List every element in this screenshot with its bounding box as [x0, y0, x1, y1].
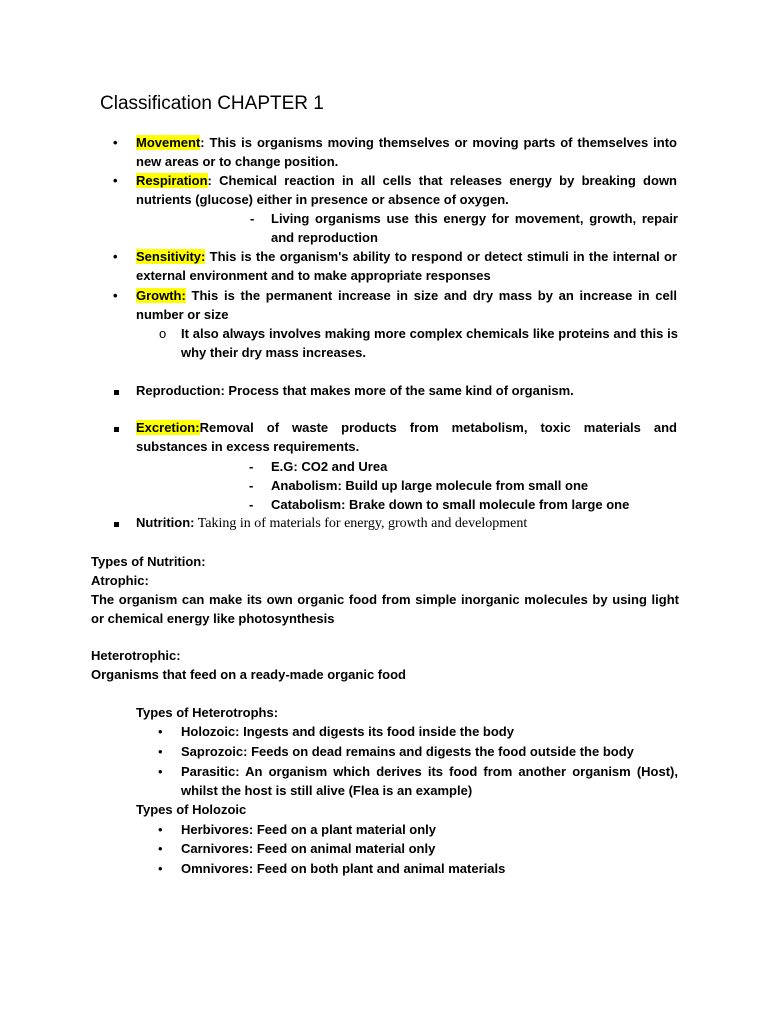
bullet-icon: •: [113, 135, 118, 150]
growth-sub: It also always involves making more complex chemicals like proteins and this is why their dry mass increases.: [181, 326, 678, 360]
types-of-nutrition-heading: Types of Nutrition:: [91, 554, 206, 569]
reproduction-item: Reproduction: Process that makes more of the same kind of organism.: [136, 383, 574, 398]
dash-icon: -: [250, 211, 255, 226]
dash-icon: -: [249, 478, 254, 493]
bullet-icon: •: [158, 724, 163, 739]
nutrition-text: Taking in of materials for energy, growth and development: [194, 516, 528, 531]
bullet-icon: •: [158, 841, 163, 856]
excretion-sub: E.G: CO2 and Urea: [271, 459, 388, 474]
respiration-item: [136, 171, 677, 209]
heterotrophic-heading: Heterotrophic:: [91, 648, 181, 663]
growth-term: Growth:: [136, 288, 186, 303]
atrophic-heading: Atrophic:: [91, 573, 149, 588]
heterotroph-item: Parasitic: An organism which derives its food from another organism (Host), whilst the host is still alive (Flea is an example): [181, 764, 678, 798]
movement-item: [136, 133, 677, 171]
bullet-icon: •: [113, 173, 118, 188]
holozoic-item: Herbivores: Feed on a plant material only: [181, 822, 437, 837]
sensitivity-item: [136, 247, 677, 285]
movement-term: Movement: [136, 135, 201, 150]
heterotrophic-text: Organisms that feed on a ready-made organic food: [91, 667, 406, 682]
excretion-term: Excretion:: [136, 420, 200, 435]
excretion-text: Removal of waste products from metabolism, toxic materials and substances in excess requirements.: [136, 420, 677, 454]
nutrition-item: [136, 513, 677, 533]
sensitivity-term: Sensitivity:: [136, 249, 206, 264]
respiration-sub: Living organisms use this energy for movement, growth, repair and reproduction: [271, 211, 678, 245]
heterotrophs-heading: Types of Heterotrophs:: [136, 705, 279, 720]
excretion-item: [136, 418, 677, 456]
bullet-icon: •: [113, 249, 118, 264]
growth-text: This is the permanent increase in size and dry mass by an increase in cell number or size: [136, 288, 677, 322]
sensitivity-text: This is the organism's ability to respond or detect stimuli in the internal or external environment and to make appropriate responses: [136, 249, 677, 283]
atrophic-text: The organism can make its own organic food from simple inorganic molecules by using light or chemical energy like photosynthesis: [91, 592, 679, 626]
holozoic-item: Carnivores: Feed on animal material only: [181, 841, 436, 856]
bullet-icon: •: [158, 744, 163, 759]
circle-bullet-icon: o: [159, 326, 167, 341]
growth-item: [136, 286, 677, 324]
bullet-icon: •: [113, 288, 118, 303]
square-bullet-icon: [114, 381, 119, 400]
dash-icon: -: [249, 497, 254, 512]
nutrition-label: Nutrition:: [136, 515, 195, 530]
heterotroph-item: Holozoic: Ingests and digests its food inside the body: [181, 724, 514, 739]
dash-icon: -: [249, 459, 254, 474]
square-bullet-icon: [114, 418, 119, 437]
respiration-term: Respiration: [136, 173, 208, 188]
excretion-sub: Catabolism: Brake down to small molecule from large one: [271, 497, 630, 512]
bullet-icon: •: [158, 764, 163, 779]
holozoic-heading: Types of Holozoic: [136, 802, 247, 817]
movement-text: : This is organisms moving themselves or moving parts of themselves into new areas or to change position.: [136, 135, 677, 169]
respiration-text: : Chemical reaction in all cells that releases energy by breaking down nutrients (glucose) either in presence or absence of oxygen.: [136, 173, 677, 207]
square-bullet-icon: [114, 513, 119, 532]
page-title: Classification CHAPTER 1: [100, 93, 324, 114]
bullet-icon: •: [158, 861, 163, 876]
heterotroph-item: Saprozoic: Feeds on dead remains and digests the food outside the body: [181, 744, 634, 759]
holozoic-item: Omnivores: Feed on both plant and animal materials: [181, 861, 506, 876]
bullet-icon: •: [158, 822, 163, 837]
excretion-sub: Anabolism: Build up large molecule from small one: [271, 478, 589, 493]
